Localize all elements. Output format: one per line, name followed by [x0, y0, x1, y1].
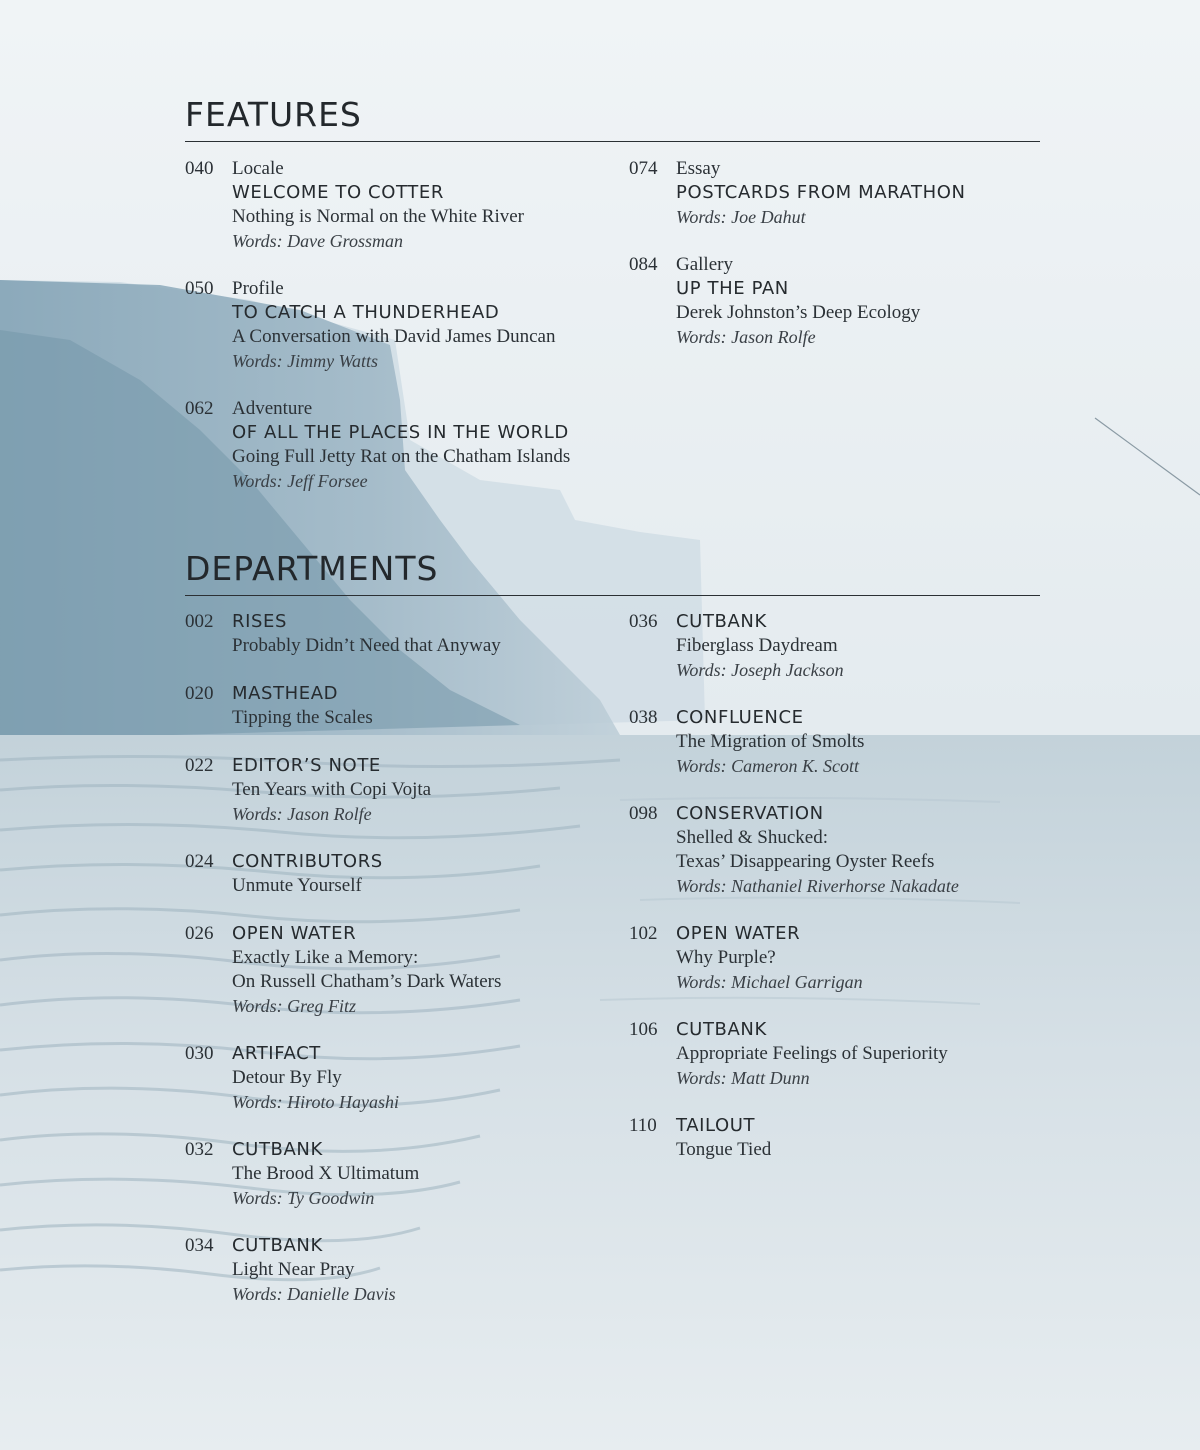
- department-name: CUTBANK: [232, 1235, 323, 1256]
- department-title: Probably Didn’t Need that Anyway: [232, 635, 501, 656]
- department-name: CONSERVATION: [676, 803, 824, 824]
- page-number: 024: [185, 851, 214, 872]
- department-byline: Words: Ty Goodwin: [232, 1188, 375, 1208]
- department-title: Unmute Yourself: [232, 875, 362, 896]
- feature-byline: Words: Jason Rolfe: [676, 327, 816, 347]
- page-number: 034: [185, 1235, 214, 1256]
- department-title: The Migration of Smolts: [676, 731, 865, 752]
- feature-entry[interactable]: [629, 253, 1049, 349]
- features-left-column: [185, 157, 605, 493]
- features-right-column: [629, 157, 1049, 349]
- page-number: 032: [185, 1139, 214, 1160]
- page-number: 036: [629, 611, 658, 632]
- departments-left-column: [185, 610, 605, 1306]
- feature-subtitle: Nothing is Normal on the White River: [232, 206, 524, 227]
- page-number: 002: [185, 611, 214, 632]
- feature-entry[interactable]: [185, 397, 605, 493]
- department-name: CUTBANK: [676, 1019, 767, 1040]
- feature-category: Gallery: [676, 254, 733, 275]
- page-number: 040: [185, 158, 214, 179]
- feature-entry[interactable]: [629, 157, 1049, 229]
- departments-right-column: [629, 610, 1049, 1162]
- department-name: EDITOR’S NOTE: [232, 755, 381, 776]
- department-name: MASTHEAD: [232, 683, 339, 704]
- department-title-line-2: On Russell Chatham’s Dark Waters: [232, 971, 502, 992]
- page-number: 050: [185, 278, 214, 299]
- department-name: RISES: [232, 611, 288, 632]
- department-entry[interactable]: [629, 802, 1049, 898]
- department-title: Shelled & Shucked:: [676, 827, 828, 848]
- department-entry[interactable]: [185, 1234, 605, 1306]
- department-byline: Words: Matt Dunn: [676, 1068, 810, 1088]
- page-number: 038: [629, 707, 658, 728]
- feature-headline: WELCOME TO COTTER: [232, 182, 444, 203]
- department-title-line-2: Texas’ Disappearing Oyster Reefs: [676, 851, 935, 872]
- feature-byline: Words: Jeff Forsee: [232, 471, 368, 491]
- feature-headline: OF ALL THE PLACES IN THE WORLD: [232, 422, 569, 443]
- feature-headline: POSTCARDS FROM MARATHON: [676, 182, 966, 203]
- department-title: Exactly Like a Memory:: [232, 947, 419, 968]
- department-title: Why Purple?: [676, 947, 776, 968]
- page-number: 022: [185, 755, 214, 776]
- department-entry[interactable]: [185, 754, 605, 826]
- feature-category: Profile: [232, 278, 284, 299]
- department-byline: Words: Cameron K. Scott: [676, 756, 860, 776]
- feature-headline: TO CATCH A THUNDERHEAD: [232, 302, 500, 323]
- department-entry[interactable]: [185, 850, 605, 898]
- page-number: 110: [629, 1115, 657, 1136]
- department-name: CUTBANK: [232, 1139, 323, 1160]
- department-title: Tongue Tied: [676, 1139, 772, 1160]
- feature-byline: Words: Jimmy Watts: [232, 351, 379, 371]
- department-entry[interactable]: [185, 922, 605, 1018]
- feature-entry[interactable]: [185, 157, 605, 253]
- department-name: OPEN WATER: [676, 923, 801, 944]
- department-title: Appropriate Feelings of Superiority: [676, 1043, 948, 1064]
- department-name: ARTIFACT: [232, 1043, 321, 1064]
- page-number: 074: [629, 158, 658, 179]
- department-byline: Words: Joseph Jackson: [676, 660, 844, 680]
- department-byline: Words: Hiroto Hayashi: [232, 1092, 400, 1112]
- feature-byline: Words: Dave Grossman: [232, 231, 403, 251]
- department-name: OPEN WATER: [232, 923, 357, 944]
- department-entry[interactable]: [629, 610, 1049, 682]
- department-title: Ten Years with Copi Vojta: [232, 779, 432, 800]
- feature-subtitle: Going Full Jetty Rat on the Chatham Islands: [232, 446, 571, 467]
- page-number: 084: [629, 254, 658, 275]
- feature-subtitle: A Conversation with David James Duncan: [232, 326, 556, 347]
- page-number: 098: [629, 803, 658, 824]
- department-title: Detour By Fly: [232, 1067, 342, 1088]
- feature-headline: UP THE PAN: [676, 278, 789, 299]
- page-number: 102: [629, 923, 658, 944]
- department-byline: Words: Michael Garrigan: [676, 972, 863, 992]
- feature-byline: Words: Joe Dahut: [676, 207, 806, 227]
- department-entry[interactable]: [629, 922, 1049, 994]
- department-entry[interactable]: [185, 610, 605, 658]
- page-number: 020: [185, 683, 214, 704]
- department-entry[interactable]: [185, 682, 605, 730]
- department-entry[interactable]: [185, 1042, 605, 1114]
- departments-heading: DEPARTMENTS: [185, 549, 1040, 596]
- feature-category: Essay: [676, 158, 721, 179]
- feature-subtitle: Derek Johnston’s Deep Ecology: [676, 302, 921, 323]
- feature-entry[interactable]: [185, 277, 605, 373]
- department-byline: Words: Danielle Davis: [232, 1284, 396, 1304]
- department-byline: Words: Greg Fitz: [232, 996, 357, 1016]
- department-name: TAILOUT: [676, 1115, 756, 1136]
- page-number: 026: [185, 923, 214, 944]
- department-entry[interactable]: [185, 1138, 605, 1210]
- department-name: CUTBANK: [676, 611, 767, 632]
- page-number: 030: [185, 1043, 214, 1064]
- features-heading: FEATURES: [185, 95, 1040, 142]
- department-entry[interactable]: [629, 706, 1049, 778]
- department-entry[interactable]: [629, 1114, 1049, 1162]
- feature-category: Adventure: [232, 398, 313, 419]
- department-title: Fiberglass Daydream: [676, 635, 838, 656]
- department-name: CONTRIBUTORS: [232, 851, 383, 872]
- department-entry[interactable]: [629, 1018, 1049, 1090]
- department-byline: Words: Jason Rolfe: [232, 804, 372, 824]
- department-byline: Words: Nathaniel Riverhorse Nakadate: [676, 876, 959, 896]
- department-name: CONFLUENCE: [676, 707, 804, 728]
- page-number: 062: [185, 398, 214, 419]
- feature-category: Locale: [232, 158, 284, 179]
- department-title: The Brood X Ultimatum: [232, 1163, 420, 1184]
- department-title: Tipping the Scales: [232, 707, 373, 728]
- page-number: 106: [629, 1019, 658, 1040]
- department-title: Light Near Pray: [232, 1259, 355, 1280]
